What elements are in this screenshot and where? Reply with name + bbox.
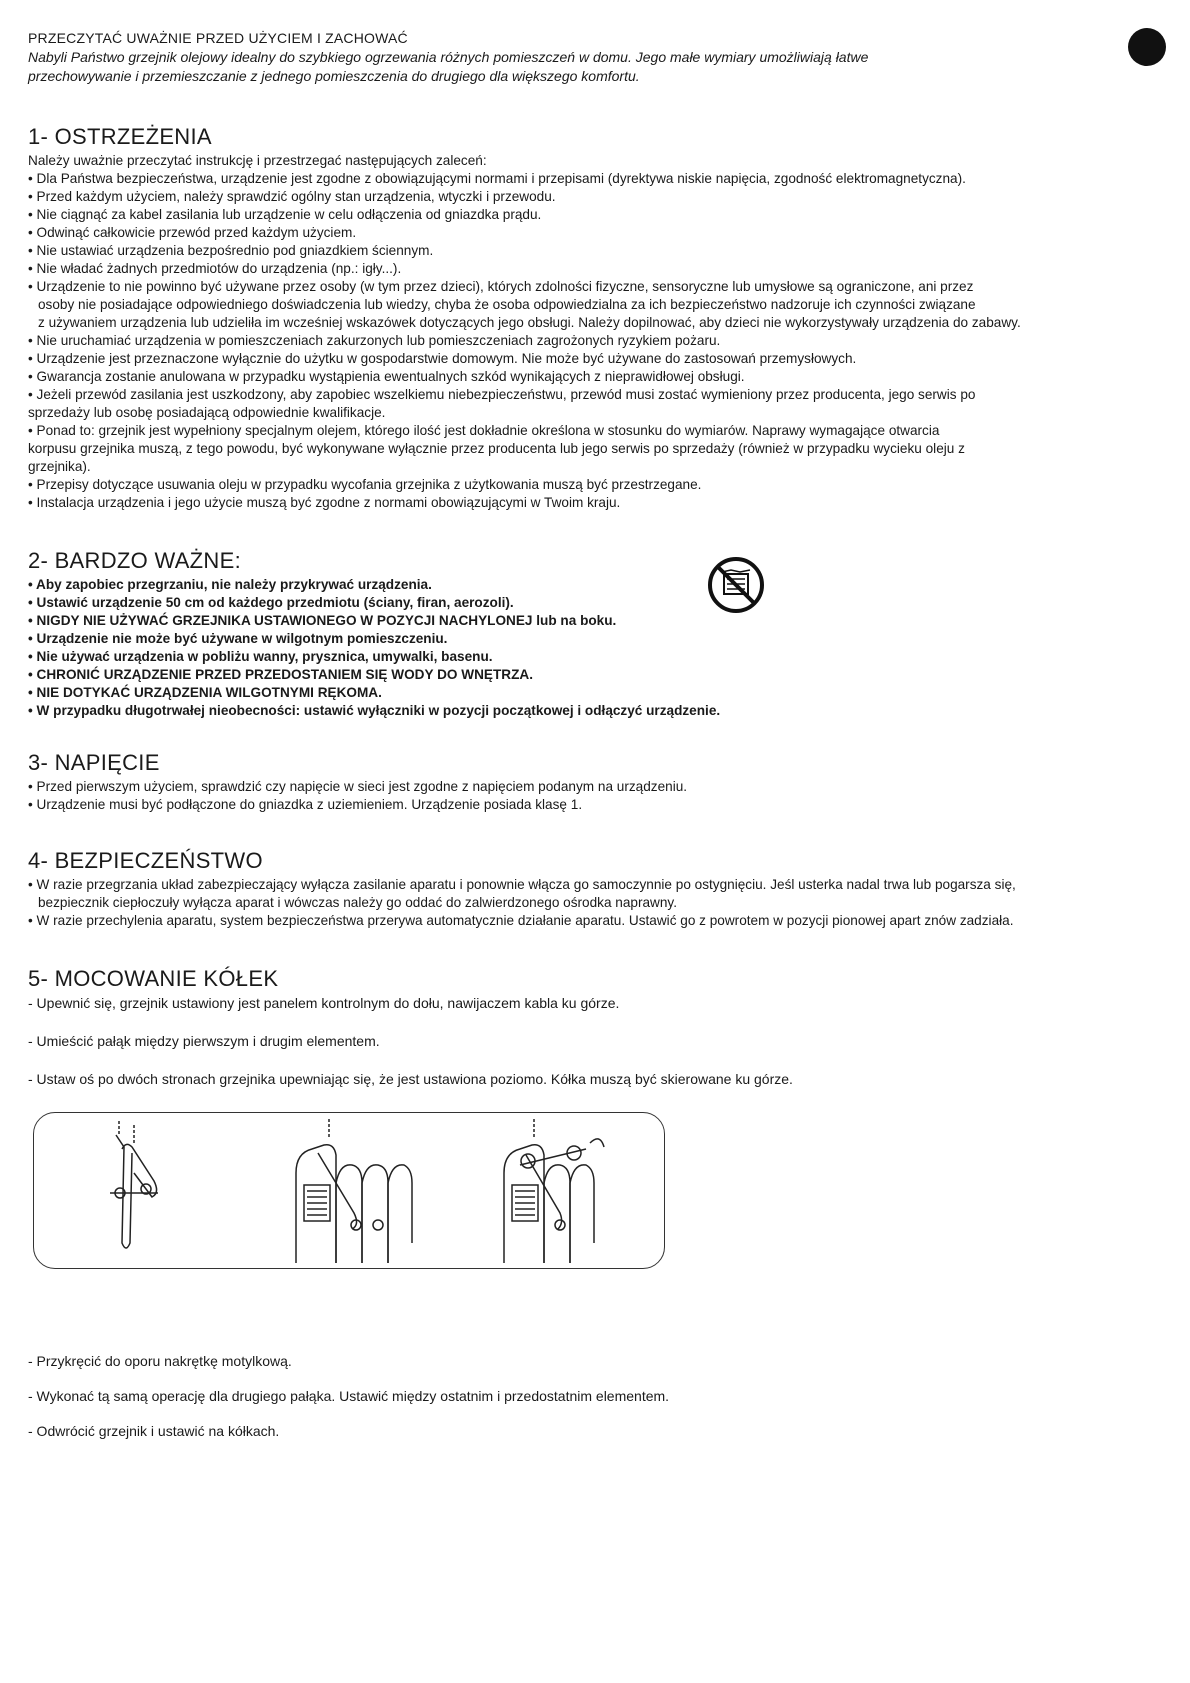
intro-line-2: przechowywanie i przemieszczanie z jednego pomieszczenia do drugiego dla większego komfortu. [28, 68, 640, 84]
list-item: • Nie ustawiać urządzenia bezpośrednio pod gniazdkiem ściennym. [28, 243, 434, 258]
list-item: bezpiecznik ciepłoczuły wyłącza aparat i wówczas należy go oddać do zalwierdzonego ośrodka naprawny. [38, 895, 677, 910]
section-wheels-continued [28, 1352, 1168, 1440]
list-item: • Przed pierwszym użyciem, sprawdzić czy napięcie w sieci jest zgodne z napięciem podanym na urządzeniu. [28, 779, 688, 794]
list-item: • Instalacja urządzenia i jego użycie muszą być zgodne z normami obowiązującymi w Twoim kraju. [28, 495, 621, 510]
no-cover-icon [707, 556, 765, 614]
list-item: • Ponad to: grzejnik jest wypełniony specjalnym olejem, którego ilość jest dokładnie określona w stosunku do wymiarów. Naprawy wymagające otwarcia [28, 423, 940, 438]
section-wheels [28, 966, 1168, 1088]
header [28, 28, 1168, 86]
list-item: - Upewnić się, grzejnik ustawiony jest panelem kontrolnym do dołu, nawijaczem kabla ku górze. [28, 995, 620, 1011]
list-item: • Gwarancja zostanie anulowana w przypadku wystąpienia ewentualnych szkód wynikających z nieprawidłowej obsługi. [28, 369, 745, 384]
voltage-list [28, 778, 1168, 814]
list-item: • Przepisy dotyczące usuwania oleju w przypadku wycofania grzejnika z użytkowania muszą być przestrzegane. [28, 477, 702, 492]
list-item: osoby nie posiadające odpowiedniego doświadczenia lub wiedzy, chyba że osoba odpowiedzialna za ich bezpieczeństwo nadzoruje ich czynności związane [38, 297, 976, 312]
section-very-important [28, 548, 1168, 720]
list-item: • Nie używać urządzenia w pobliżu wanny, prysznica, umywalki, basenu. [28, 649, 493, 664]
section-title: 5- MOCOWANIE KÓŁEK [28, 966, 279, 991]
list-item: • W razie przechylenia aparatu, system bezpieczeństwa przerywa automatycznie działanie aparatu. Ustawić go z powrotem w pozycji pionowej apart znów zadziała. [28, 913, 1014, 928]
section-warnings [28, 124, 1168, 512]
list-item: - Umieścić pałąk między pierwszym i drugim elementem. [28, 1033, 380, 1049]
list-item: • Nie ciągnąć za kabel zasilania lub urządzenie w celu odłączenia od gniazdka prądu. [28, 207, 542, 222]
list-item: • Urządzenie nie może być używane w wilgotnym pomieszczeniu. [28, 631, 448, 646]
list-item: • Dla Państwa bezpieczeństwa, urządzenie jest zgodne z obowiązującymi normami i przepisami (dyrektywa niskie napięcia, zgodność elektromagnetyczna). [28, 171, 966, 186]
list-item: • Urządzenie musi być podłączone do gniazdka z uziemieniem. Urządzenie posiada klasę 1. [28, 797, 583, 812]
list-item: • Urządzenie to nie powinno być używane przez osoby (w tym przez dzieci), których zdolności fizyczne, sensoryczne lub umysłowe są ograniczone, ani przez [28, 279, 974, 294]
wheel-steps-bottom [28, 1352, 1168, 1440]
list-item: - Przykręcić do oporu nakrętkę motylkową. [28, 1353, 292, 1369]
list-item: • W przypadku długotrwałej nieobecności: ustawić wyłączniki w pozycji początkowej i odłączyć urządzenie. [28, 703, 721, 718]
assembly-illustration [33, 1112, 665, 1269]
section-title: 2- BARDZO WAŻNE: [28, 548, 241, 573]
list-item: • Urządzenie jest przeznaczone wyłącznie do użytku w gospodarstwie domowym. Nie może być używane do zastosowań przemysłowych. [28, 351, 857, 366]
warnings-list [28, 152, 1168, 512]
list-item: • Jeżeli przewód zasilania jest uszkodzony, aby zapobiec wszelkiemu niebezpieczeństwu, przewód musi zostać wymieniony przez producenta, jego serwis po [28, 387, 976, 402]
list-item: • CHRONIĆ URZĄDZENIE PRZED PRZEDOSTANIEM SIĘ WODY DO WNĘTRZA. [28, 667, 533, 682]
wheel-steps-top [28, 994, 1168, 1088]
list-item: grzejnika). [28, 459, 91, 474]
document-title: PRZECZYTAĆ UWAŻNIE PRZED UŻYCIEM I ZACHOWAĆ [28, 30, 408, 46]
important-list [28, 576, 1168, 720]
list-item: • NIGDY NIE UŻYWAĆ GRZEJNIKA USTAWIONEGO W POZYCJI NACHYLONEJ lub na boku. [28, 613, 617, 628]
list-item: - Wykonać tą samą operację dla drugiego pałąka. Ustawić między ostatnim i przedostatnim elementem. [28, 1388, 670, 1404]
list-item: • W razie przegrzania układ zabezpieczający wyłącza zasilanie aparatu i ponownie włącza go samoczynnie po ostygnięciu. Jeśl usterka nadal trwa lub pogarsza się, [28, 877, 1016, 892]
list-item: • Przed każdym użyciem, należy sprawdzić ogólny stan urządzenia, wtyczki i przewodu. [28, 189, 556, 204]
list-item: • Nie władać żadnych przedmiotów do urządzenia (np.: igły...). [28, 261, 402, 276]
section-voltage [28, 750, 1168, 814]
list-item: korpusu grzejnika muszą, z tego powodu, być wykonywane wyłącznie przez producenta lub jego serwis po sprzedaży (również w przypadku wycieku oleju z [28, 441, 965, 456]
intro-line-1: Nabyli Państwo grzejnik olejowy idealny do szybkiego ogrzewania różnych pomieszczeń w domu. Jego małe wymiary umożliwiają łatwe [28, 49, 869, 65]
list-item: • Nie uruchamiać urządzenia w pomieszczeniach zakurzonych lub pomieszczeniach zagrożonych ryzykiem pożaru. [28, 333, 721, 348]
section-safety [28, 848, 1168, 930]
list-item: - Ustaw oś po dwóch stronach grzejnika upewniając się, że jest ustawiona poziomo. Kółka muszą być skierowane ku górze. [28, 1071, 793, 1087]
section-title: 1- OSTRZEŻENIA [28, 124, 212, 149]
list-item: z używaniem urządzenia lub udzieliła im wcześniej wskazówek dotyczących jego obsługi. Należy dopilnować, aby dzieci nie wykorzystywały urządzenia do zabawy. [38, 315, 1021, 330]
section-title: 4- BEZPIECZEŃSTWO [28, 848, 263, 873]
assembly-drawing [34, 1113, 664, 1268]
list-item: • Aby zapobiec przegrzaniu, nie należy przykrywać urządzenia. [28, 577, 432, 592]
list-item: • Odwinąć całkowicie przewód przed każdym użyciem. [28, 225, 357, 240]
list-item: Należy uważnie przeczytać instrukcję i przestrzegać następujących zaleceń: [28, 153, 487, 168]
list-item: • NIE DOTYKAĆ URZĄDZENIA WILGOTNYMI RĘKOMA. [28, 685, 382, 700]
list-item: sprzedaży lub osobę posiadającą odpowiednie kwalifikacje. [28, 405, 386, 420]
list-item: • Ustawić urządzenie 50 cm od każdego przedmiotu (ściany, firan, aerozoli). [28, 595, 514, 610]
list-item: - Odwrócić grzejnik i ustawić na kółkach. [28, 1423, 280, 1439]
section-title: 3- NAPIĘCIE [28, 750, 160, 775]
safety-list [28, 876, 1168, 930]
